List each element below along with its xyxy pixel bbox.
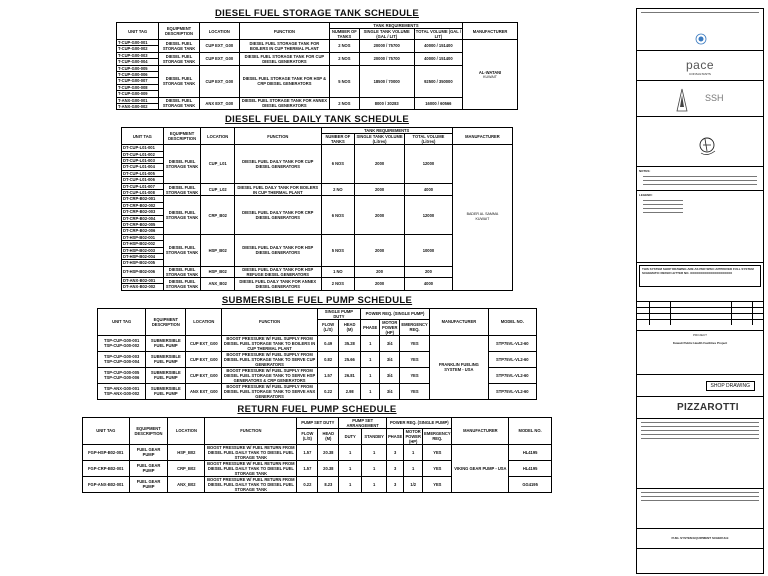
unit-tag: DT-CRP-B02-006 (123, 228, 156, 234)
manufacturer-country: KUWAIT (483, 74, 497, 79)
num-tanks-cell: 2 NOS (329, 52, 359, 65)
single-volume-cell: 2000 (355, 145, 405, 183)
unit-tag: T-CUP-G00-007 (117, 78, 158, 84)
consultant-section (637, 51, 763, 81)
manufacturer-cell: VIKING GEAR PUMP - USA (452, 444, 509, 492)
col-manufacturer: MANUFACTURER (452, 128, 512, 145)
sign-section (637, 489, 763, 529)
standby-cell: 1 (362, 476, 387, 492)
col-power: POWER REQ. (SINGLE PUMP) (387, 417, 452, 428)
phase-cell: 3 (387, 460, 404, 476)
location-cell: CUP EXT_G00 (199, 40, 239, 53)
unit-tag: DT-HSP-B02-004 (122, 254, 163, 260)
emergency-cell: YES (423, 460, 452, 476)
col-unit-tag: UNIT TAG (83, 417, 130, 444)
unit-tag-cell (122, 196, 164, 234)
legend-label: LEGEND: (639, 193, 653, 197)
function-cell: DIESEL FUEL DAILY TANK FOR CRP DIESEL GENERATORS (235, 196, 322, 234)
equipment-cell: DIESEL FUEL STORAGE TANK (163, 183, 201, 196)
num-tanks-cell: 2 NOS (321, 277, 355, 290)
unit-tag: T-CUP-G00-002 (118, 46, 148, 52)
unit-tag-cell (117, 52, 159, 65)
col-unit-tag: UNIT TAG (98, 308, 146, 335)
architect-emblem-icon (667, 85, 697, 115)
unit-tag: T-ANX-G00-002 (118, 103, 148, 109)
col-manufacturer: MANUFACTURER (430, 308, 489, 335)
function-cell: BOOST PRESSURE W/ FUEL RETURN FROM DIESEL FUEL DAILY TANK TO DIESEL FUEL STORAGE TANK (205, 460, 297, 476)
table-row (117, 40, 518, 53)
single-volume-cell: 2000 (355, 234, 405, 266)
num-tanks-cell: 6 NOS (321, 145, 355, 183)
single-volume-cell: 200 (355, 266, 405, 277)
flow-cell: 0.22 (297, 476, 318, 492)
model-cell: GG4195 (509, 476, 552, 492)
flow-cell: 0.82 (317, 351, 339, 367)
emergency-cell: YES (399, 367, 429, 383)
unit-tag: DT-CUP-L01-008 (123, 190, 155, 196)
notes-section (637, 167, 763, 191)
location-cell: CRP_B02 (201, 196, 235, 234)
unit-tag: TSP-CUP-G00-001 (104, 338, 140, 343)
single-volume-cell: 20000 / 75700 (359, 52, 414, 65)
unit-tag-cell: FGP-HSP-B02-001 (83, 444, 130, 460)
standby-cell: 1 (362, 444, 387, 460)
model-cell: STP75VL-VL2-60 (488, 367, 536, 383)
equipment-cell: SUBMERSIBLE FUEL PUMP (146, 367, 186, 383)
motor-power-cell: 3/4 (380, 351, 400, 367)
equipment-cell: SUBMERSIBLE FUEL PUMP (146, 335, 186, 351)
col-model: MODEL NO. (509, 417, 552, 444)
unit-tag: DT-HSP-B02-001 (122, 235, 163, 241)
location-cell: CUP EXT_G00 (186, 367, 222, 383)
motor-power-cell: 1/2 (404, 476, 423, 492)
model-cell: STP75VL-VL2-60 (488, 383, 536, 399)
phase-cell: 1 (360, 367, 380, 383)
unit-tag: DT-CUP-L01-002 (122, 152, 163, 158)
num-tanks-cell: 2 NOS (329, 40, 359, 53)
num-tanks-cell: 6 NOS (321, 196, 355, 234)
pace-sub: CONSULTANTS (689, 72, 711, 76)
table-row (117, 97, 518, 110)
col-head: HEAD (M) (318, 428, 339, 444)
warning-text: THIS SYSTEM SHOP DRAWING ARE AS PER SPEC APPROVED FULL SYSTEM SCHEMATIC REFER LETTER NO. XXXXXXXXXXXXXXXXXXXXX (642, 267, 754, 275)
col-num-tanks: NUMBER OF TANKS (329, 29, 359, 40)
table-row (117, 52, 518, 65)
function-cell: BOOST PRESSURE W/ FUEL SUPPLY FROM DIESEL FUEL STORAGE TANK TO BOILERS IN CUP THERMAL PLANT (222, 335, 318, 351)
unit-tag: T-CUP-G00-008 (117, 85, 158, 91)
col-power: POWER REQ. (SINGLE PUMP) (360, 308, 429, 319)
single-volume-cell: 2000 (355, 196, 405, 234)
unit-tag-cell (122, 183, 164, 196)
equipment-cell: DIESEL FUEL STORAGE TANK (163, 277, 201, 290)
location-cell: HSP_B02 (201, 234, 235, 266)
single-volume-cell: 18500 / 70000 (359, 65, 414, 97)
duty-count-cell: 1 (339, 476, 362, 492)
col-function: FUNCTION (235, 128, 322, 145)
unit-tag: TSP-CUP-G00-002 (104, 343, 140, 348)
model-cell: HL4195 (509, 444, 552, 460)
unit-tag: DT-CUP-L01-003 (122, 158, 163, 164)
return-title: RETURN FUEL PUMP SCHEDULE (237, 403, 397, 415)
manufacturer-country: KUWAIT (475, 217, 490, 222)
col-tank-req: TANK REQUIREMENTS (321, 128, 452, 134)
col-equipment: EQUIPMENT DESCRIPTION (129, 417, 168, 444)
col-unit-tag: UNIT TAG (122, 128, 164, 145)
schedules-area (2, 8, 632, 574)
flow-cell: 1.57 (297, 460, 318, 476)
revision-section (637, 289, 763, 331)
unit-tag: DT-CRP-B02-002 (122, 203, 163, 209)
submersible-title: SUBMERSIBLE FUEL PUMP SCHEDULE (221, 294, 413, 306)
function-cell: BOOST PRESSURE W/ FUEL SUPPLY FROM DIESEL FUEL STORAGE TANK TO SERVE HSP GENERATORS & CRP GENERATORS (222, 367, 318, 383)
unit-tag: DT-HSP-B02-005 (123, 260, 156, 266)
col-function: FUNCTION (239, 23, 329, 40)
col-total-vol: TOTAL VOLUME (GAL / LIT) (415, 29, 461, 39)
col-emergency: EMERGENCY REQ. (399, 319, 429, 335)
num-tanks-cell: 5 NOS (329, 65, 359, 97)
motor-power-cell: 3/4 (380, 335, 400, 351)
function-cell: BOOST PRESSURE W/ FUEL SUPPLY FROM DIESEL FUEL STORAGE TANK TO SERVE ANX GENERATORS (222, 383, 318, 399)
contractor-logo: PIZZAROTTI (677, 402, 739, 413)
equipment-cell: DIESEL FUEL STORAGE TANK (163, 196, 201, 234)
col-phase: PHASE (387, 428, 404, 444)
unit-tag: TSP-CUP-G00-005 (104, 370, 140, 375)
location-cell: CUP EXT_G00 (186, 335, 222, 351)
manufacturer-cell (452, 145, 512, 290)
location-cell: CUP EXT_G00 (186, 351, 222, 367)
total-volume-cell: 200 (405, 266, 453, 277)
flow-cell: 1.57 (317, 367, 339, 383)
storage-table (116, 22, 518, 110)
total-volume-cell: 10000 (405, 234, 453, 266)
client-section (637, 9, 763, 51)
equipment-cell: DIESEL FUEL STORAGE TANK (159, 52, 199, 65)
manufacturer-cell: FRANKLIN FUELING SYSTEM - USA (430, 335, 489, 399)
location-cell: ANX EXT_G00 (199, 97, 239, 110)
ssh-logo: SSH (705, 93, 724, 103)
col-total-vol: TOTAL VOLUME (Litres) (405, 134, 453, 145)
emergency-cell: YES (423, 476, 452, 492)
location-cell: CUP_L01 (201, 145, 235, 183)
phase-cell: 3 (387, 476, 404, 492)
project-section (637, 331, 763, 375)
location-cell: CUP_L02 (201, 183, 235, 196)
equipment-cell: SUBMERSIBLE FUEL PUMP (146, 383, 186, 399)
unit-tag-cell (122, 277, 164, 290)
total-volume-cell: 16000 / 60566 (414, 97, 463, 110)
col-tank-req: TANK REQUIREMENTS (329, 23, 462, 29)
architect-section (637, 81, 763, 117)
flow-cell: 1.57 (297, 444, 318, 460)
emergency-cell: YES (399, 335, 429, 351)
manufacturer-name: AL-WATANI (478, 69, 502, 75)
function-cell: DIESEL FUEL STORAGE TANK FOR CUP DIESEL GENERATORS (239, 52, 329, 65)
motor-power-cell: 1 (404, 444, 423, 460)
unit-tag: T-CUP-G00-001 (117, 40, 158, 46)
head-cell: 20.38 (318, 444, 339, 460)
total-volume-cell: 4000 (405, 277, 453, 290)
pace-logo: pace (685, 58, 715, 72)
col-flow: FLOW (L/S) (297, 428, 318, 444)
client-emblem-icon (637, 13, 765, 49)
col-duty: PUMP SET DUTY (297, 417, 339, 428)
duty-count-cell: 1 (339, 460, 362, 476)
phase-cell: 1 (360, 335, 380, 351)
col-standby: STANDBY (362, 428, 387, 444)
col-motor: MOTOR POWER (HP) (380, 319, 400, 335)
submersible-table (97, 308, 537, 400)
col-flow: FLOW (L/S) (317, 319, 339, 335)
unit-tag-cell (122, 266, 164, 277)
col-equipment: EQUIPMENT DESCRIPTION (159, 23, 199, 40)
unit-tag: T-ANX-G00-001 (117, 98, 158, 104)
col-arrangement: PUMP SET ARRANGEMENT (339, 417, 387, 428)
unit-tag-cell (122, 145, 164, 183)
unit-tag: DT-ANX-B02-002 (123, 284, 156, 290)
model-cell: HL4195 (509, 460, 552, 476)
daily-title: DIESEL FUEL DAILY TANK SCHEDULE (224, 114, 410, 126)
col-single-vol: SINGLE TANK VOLUME (GAL / LIT) (359, 29, 414, 40)
motor-power-cell: 3/4 (380, 383, 400, 399)
total-volume-cell: 40000 / 151400 (414, 40, 463, 53)
unit-tag-cell (117, 40, 159, 53)
unit-tag: T-CUP-G00-005 (117, 66, 158, 72)
unit-tag: DT-CRP-B02-005 (122, 222, 163, 228)
unit-tag-cell (117, 97, 159, 110)
equipment-cell: DIESEL FUEL STORAGE TANK (163, 266, 201, 277)
phase-cell: 3 (387, 444, 404, 460)
unit-tag: DT-HSP-B02-006 (123, 269, 156, 275)
function-cell: DIESEL FUEL DAILY TANK FOR ANNEX DIESEL GENERATORS (235, 277, 322, 290)
equipment-cell: DIESEL FUEL STORAGE TANK (159, 40, 199, 53)
title-block (636, 8, 764, 574)
function-cell: DIESEL FUEL DAILY TANK FOR HSP REFUGE DIESEL GENERATORS (235, 266, 322, 277)
location-cell: CUP EXT_G00 (199, 52, 239, 65)
col-motor: MOTOR POWER (HP) (405, 428, 421, 444)
contractor-section (637, 397, 763, 419)
col-location: LOCATION (201, 128, 235, 145)
unit-tag: T-CUP-G00-003 (117, 53, 158, 59)
unit-tag: DT-HSP-B02-002 (122, 241, 163, 247)
location-cell: CUP EXT_G00 (199, 65, 239, 97)
stamp-section (637, 117, 763, 167)
unit-tag: TSP-CUP-G00-003 (104, 354, 140, 359)
unit-tag: T-CUP-G00-004 (118, 59, 148, 65)
function-cell: DIESEL FUEL STORAGE TANK FOR HSP & CRP DIESEL GENERATORS (239, 65, 329, 97)
drawing-title: FUEL SYSTEM EQUIPMENT SCHEDULE (671, 536, 729, 540)
location-cell: ANX EXT_G00 (186, 383, 222, 399)
function-cell: BOOST PRESSURE W/ FUEL RETURN FROM DIESEL FUEL DAILY TANK TO DIESEL FUEL STORAGE TANK (205, 444, 297, 460)
unit-tag: DT-HSP-B02-003 (122, 248, 163, 254)
unit-tag: DT-CUP-L01-005 (122, 171, 163, 177)
col-function: FUNCTION (222, 308, 318, 335)
head-cell: 20.38 (318, 460, 339, 476)
unit-tag-cell: FGP-CRP-B02-001 (83, 460, 130, 476)
unit-tag: DT-CUP-L01-001 (122, 145, 163, 151)
equipment-cell: DIESEL FUEL STORAGE TANK (159, 65, 199, 97)
return-table (82, 417, 552, 493)
equipment-cell: FUEL GEAR PUMP (129, 444, 168, 460)
equipment-cell: DIESEL FUEL STORAGE TANK (159, 97, 199, 110)
equipment-cell: DIESEL FUEL STORAGE TANK (163, 234, 201, 266)
status-section (637, 375, 763, 397)
col-duty-count: DUTY (339, 428, 362, 444)
model-cell: STP75VL-VL2-60 (488, 351, 536, 367)
manufacturer-cell (463, 40, 518, 110)
total-volume-cell: 12000 (405, 196, 453, 234)
unit-tag-cell (98, 367, 146, 383)
flow-cell: 0.49 (317, 335, 339, 351)
col-equipment: EQUIPMENT DESCRIPTION (163, 128, 201, 145)
duty-count-cell: 1 (339, 444, 362, 460)
unit-tag: DT-CRP-B02-004 (122, 216, 163, 222)
location-cell: ANX_B02 (201, 277, 235, 290)
unit-tag: DT-CUP-L01-007 (122, 184, 163, 190)
function-cell: DIESEL FUEL STORAGE TANK FOR ANNEX DIESEL GENERATORS (239, 97, 329, 110)
num-tanks-cell: 2 NOS (329, 97, 359, 110)
flow-cell: 0.22 (317, 383, 339, 399)
col-equipment: EQUIPMENT DESCRIPTION (146, 308, 186, 335)
col-duty: SINGLE PUMP DUTY (317, 308, 360, 319)
total-volume-cell: 40000 / 151400 (414, 52, 463, 65)
legend-section (637, 191, 763, 263)
unit-tag: TSP-ANX-G00-001 (104, 386, 140, 391)
head-cell: 2.98 (339, 383, 361, 399)
unit-tag-cell (98, 383, 146, 399)
table-row (98, 335, 537, 351)
project-text: Kuwait Public Health Facilities Project (672, 341, 728, 345)
motor-power-cell: 3/4 (380, 367, 400, 383)
unit-tag: DT-CUP-L01-006 (123, 177, 155, 183)
col-function: FUNCTION (205, 417, 297, 444)
equipment-cell: DIESEL FUEL STORAGE TANK (163, 145, 201, 183)
unit-tag: TSP-CUP-G00-006 (104, 375, 140, 380)
emergency-cell: YES (399, 351, 429, 367)
unit-tag-cell (98, 335, 146, 351)
col-emergency: EMERGENCY REQ. (423, 428, 452, 444)
unit-tag-cell (98, 351, 146, 367)
unit-tag: DT-CUP-L01-004 (122, 164, 163, 170)
single-volume-cell: 2000 (355, 277, 405, 290)
warning-box (639, 265, 761, 287)
emergency-cell: YES (399, 383, 429, 399)
manufacturer-name: BADER AL SAMMA (466, 212, 499, 217)
num-tanks-cell: 2 NO (321, 183, 355, 196)
num-tanks-cell: 1 NO (321, 266, 355, 277)
function-cell: BOOST PRESSURE W/ FUEL RETURN FROM DIESEL FUEL DAILY TANK TO DIESEL FUEL STORAGE TANK (205, 476, 297, 492)
total-volume-cell: 92500 / 350000 (414, 65, 463, 97)
head-cell: 8.23 (318, 476, 339, 492)
head-cell: 26.81 (339, 367, 361, 383)
function-cell: BOOST PRESSURE W/ FUEL SUPPLY FROM DIESEL FUEL STORAGE TANK TO SERVE CUP GENERATORS (222, 351, 318, 367)
function-cell: DIESEL FUEL DAILY TANK FOR BOILERS IN CUP THERMAL PLANT (235, 183, 322, 196)
function-cell: DIESEL FUEL STORAGE TANK FOR BOILERS IN CUP THERMAL PLANT (239, 40, 329, 53)
standby-cell: 1 (362, 460, 387, 476)
storage-title: DIESEL FUEL STORAGE TANK SCHEDULE (215, 8, 419, 19)
stamp-sketch-icon (693, 131, 733, 159)
unit-tag: DT-CRP-B02-001 (122, 196, 163, 202)
location-cell: ANX_B02 (168, 476, 205, 492)
notes-label: NOTES: (639, 169, 651, 173)
drawing-title-section (637, 529, 763, 549)
emergency-cell: YES (423, 444, 452, 460)
single-volume-cell: 8000 / 30283 (359, 97, 414, 110)
location-cell: HSP_B02 (201, 266, 235, 277)
equipment-cell: FUEL GEAR PUMP (129, 476, 168, 492)
col-location: LOCATION (186, 308, 222, 335)
unit-tag: TSP-ANX-G00-002 (104, 391, 140, 396)
shop-drawing-stamp: SHOP DRAWING (706, 381, 755, 391)
table-row (122, 145, 513, 183)
col-manufacturer: MANUFACTURER (463, 23, 518, 40)
table-row (83, 444, 552, 460)
col-location: LOCATION (199, 23, 239, 40)
function-cell: DIESEL FUEL DAILY TANK FOR CUP DIESEL GENERATORS (235, 145, 322, 183)
unit-tag: DT-ANX-B02-001 (122, 278, 163, 284)
col-location: LOCATION (168, 417, 205, 444)
model-cell: STP75VL-VL2-60 (488, 335, 536, 351)
function-cell: DIESEL FUEL DAILY TANK FOR HSP DIESEL GENERATORS (235, 234, 322, 266)
subcontractor-section (637, 419, 763, 489)
col-model: MODEL NO. (488, 308, 536, 335)
col-unit-tag: UNIT TAG (117, 23, 159, 40)
phase-cell: 1 (360, 383, 380, 399)
total-volume-cell: 12000 (405, 145, 453, 183)
head-cell: 35.28 (339, 335, 361, 351)
unit-tag-cell: FGP-ANX-B02-001 (83, 476, 130, 492)
num-tanks-cell: 5 NOS (321, 234, 355, 266)
unit-tag: T-CUP-G00-006 (117, 72, 158, 78)
unit-tag: DT-CRP-B02-003 (122, 209, 163, 215)
project-label: PROJECT (692, 333, 707, 337)
single-volume-cell: 2000 (355, 183, 405, 196)
head-cell: 25.66 (339, 351, 361, 367)
location-cell: HSP_B02 (168, 444, 205, 460)
col-num-tanks: NUMBER OF TANKS (321, 134, 355, 145)
unit-tag-cell (117, 65, 159, 97)
col-phase: PHASE (360, 319, 380, 335)
total-volume-cell: 4000 (405, 183, 453, 196)
unit-tag: TSP-CUP-G00-004 (104, 359, 140, 364)
table-row (117, 65, 518, 97)
col-head: HEAD (M) (339, 319, 361, 335)
location-cell: CRP_B02 (168, 460, 205, 476)
unit-tag-cell (122, 234, 164, 266)
daily-table (121, 127, 513, 290)
equipment-cell: FUEL GEAR PUMP (129, 460, 168, 476)
equipment-cell: SUBMERSIBLE FUEL PUMP (146, 351, 186, 367)
single-volume-cell: 20000 / 75700 (359, 40, 414, 53)
col-manufacturer: MANUFACTURER (452, 417, 509, 444)
unit-tag: T-CUP-G00-009 (118, 91, 148, 97)
motor-power-cell: 1 (404, 460, 423, 476)
col-single-vol: SINGLE TANK VOLUME (Litres) (356, 134, 403, 145)
phase-cell: 1 (360, 351, 380, 367)
